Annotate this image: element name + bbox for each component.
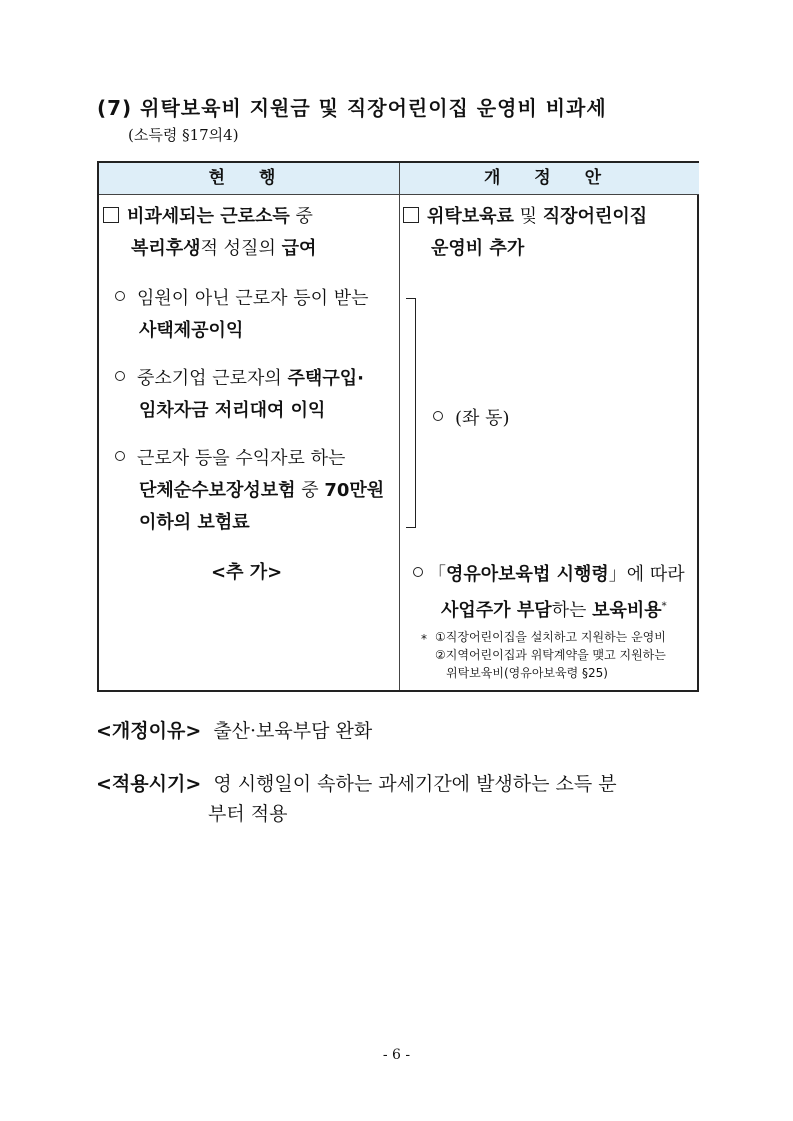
- header-current: 현 행: [99, 163, 399, 195]
- current-item-3-line-2b: 중: [295, 480, 325, 501]
- proposed-main-line-2: 운영비 추가: [431, 238, 525, 259]
- application-timing: [96, 769, 617, 796]
- proposed-new-2d: *: [661, 601, 667, 612]
- section-subtitle: (소득령 §17의4): [128, 126, 239, 144]
- comparison-table: [97, 161, 699, 692]
- current-item-3-line-2a: 단체순수보장성보험: [139, 480, 296, 501]
- checkbox-square-icon: [403, 207, 419, 223]
- bullet-circle-icon: [115, 451, 125, 461]
- current-main-2-bold2: 급여: [281, 238, 317, 259]
- current-main-2-bold: 복리후생: [131, 238, 201, 259]
- note-line-1: ①직장어린이집을 설치하고 지원하는 운영비: [435, 630, 666, 644]
- header-proposed: 개 정 안: [400, 163, 699, 195]
- current-item-2-line-2: 임차자금 저리대여 이익: [139, 400, 326, 421]
- current-item-3-line-3: 이하의 보험료: [139, 512, 250, 533]
- note-star: *: [421, 632, 427, 646]
- current-item-2: [115, 367, 364, 391]
- timing-text-2: 부터 적용: [208, 803, 288, 825]
- current-item-3-line-2: [139, 479, 384, 503]
- proposed-new-item-line-1: [413, 563, 685, 587]
- reason-text: 출산·보육부담 완화: [213, 720, 373, 742]
- current-item-1-line-1: 임원이 아닌 근로자 등이 받는: [137, 288, 369, 309]
- proposed-new-2a: 사업주가 부담: [441, 600, 552, 621]
- bullet-circle-icon: [115, 291, 125, 301]
- timing-text-1: 영 시행일이 속하는 과세기간에 발생하는 소득 분: [213, 773, 617, 795]
- proposed-new-1c: 」에 따라: [608, 564, 685, 585]
- bullet-circle-icon: [413, 567, 423, 577]
- right-bracket: [406, 298, 416, 528]
- proposed-new-2c: 보육비용: [592, 600, 662, 621]
- current-main-1-rest: 중: [289, 206, 313, 227]
- current-main-2-mid: 적 성질의: [200, 238, 282, 259]
- proposed-new-1b: 영유아보육법 시행령: [446, 564, 609, 585]
- proposed-main-1b: 및: [513, 206, 543, 227]
- proposed-new-item-line-2: [441, 595, 667, 623]
- bullet-circle-icon: [115, 371, 125, 381]
- proposed-main-1c: 직장어린이집: [542, 206, 648, 227]
- current-item-3-line-1: 근로자 등을 수익자로 하는: [137, 448, 346, 469]
- proposed-main-line-1: [403, 205, 647, 229]
- current-item-2-line-1a: 중소기업 근로자의: [137, 368, 288, 389]
- proposed-same-label: (좌 동): [455, 408, 510, 429]
- proposed-new-1a: 「: [428, 564, 446, 585]
- current-main-1-bold: 비과세되는 근로소득: [127, 206, 290, 227]
- proposed-same: [433, 407, 510, 431]
- current-item-1-line-2: 사택제공이익: [139, 320, 244, 341]
- timing-label: <적용시기>: [96, 773, 202, 795]
- reason-label: <개정이유>: [96, 720, 202, 742]
- current-added-label: <추 가>: [211, 562, 283, 583]
- column-divider: [399, 163, 400, 690]
- proposed-new-2b: 하는: [551, 600, 593, 621]
- revision-reason: [96, 716, 372, 743]
- checkbox-square-icon: [103, 207, 119, 223]
- current-item-3-line-2c: 70만원: [324, 480, 385, 501]
- bullet-circle-icon: [433, 411, 443, 421]
- section-title: (7) 위탁보육비 지원금 및 직장어린이집 운영비 비과세: [97, 96, 607, 120]
- current-main-line-1: [103, 205, 313, 229]
- note-line-2: ②지역어린이집과 위탁계약을 맺고 지원하는: [435, 648, 666, 662]
- current-item-2-line-1b: 주택구입·: [287, 368, 364, 389]
- page-number: - 6 -: [382, 1047, 411, 1063]
- current-item-3: [115, 447, 345, 471]
- proposed-main-1a: 위탁보육료: [427, 206, 514, 227]
- current-item-1: [115, 287, 369, 311]
- current-main-line-2: [131, 237, 316, 261]
- note-line-3: 위탁보육비(영유아보육령 §25): [446, 666, 608, 680]
